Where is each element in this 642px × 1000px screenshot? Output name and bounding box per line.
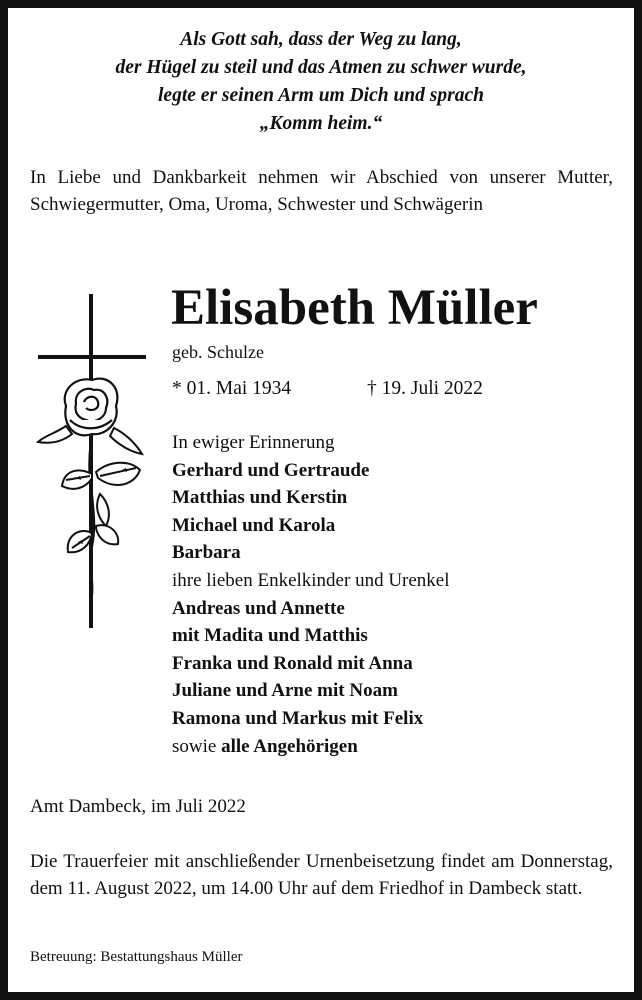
place-date: Amt Dambeck, im Juli 2022 (30, 796, 246, 817)
closing-line (172, 733, 612, 761)
deceased-name: Elisabeth Müller (171, 280, 538, 336)
life-dates (172, 376, 483, 402)
funeral-home-credit: Betreuung: Bestattungshaus Müller (30, 949, 243, 965)
mourner-line: ihre lieben Enkelkinder und Urenkel (172, 569, 450, 591)
mourner-line: mit Madita und Matthis (172, 625, 368, 647)
poem-line: der Hügel zu steil und das Atmen zu schwer wurde, (115, 57, 527, 78)
closing-prefix: sowie (172, 735, 222, 757)
poem (8, 26, 634, 138)
intro-text: In Liebe und Dankbarkeit nehmen wir Abschied von unserer Mutter, Schwiegermutter, Oma, Uroma, Schwester und Schwägerin (30, 167, 613, 215)
mourner-line: Juliane und Arne mit Noam (172, 680, 398, 702)
birth-date: * 01. Mai 1934 (172, 378, 292, 399)
mourner-line: Barbara (172, 542, 241, 564)
obituary-notice (8, 8, 634, 992)
poem-line: „Komm heim.“ (259, 113, 383, 134)
mourner-line: Matthias und Kerstin (172, 487, 348, 509)
mourner-line: Gerhard und Gertraude (172, 459, 370, 481)
poem-line: legte er seinen Arm um Dich und sprach (158, 85, 484, 106)
funeral-notice: Die Trauerfeier mit anschließender Urnenbeisetzung findet am Donnerstag, dem 11. August 2022, um 14.00 Uhr auf dem Friedhof in Dambeck statt. (30, 851, 613, 899)
mourner-line: Ramona und Markus mit Felix (172, 707, 424, 729)
maiden-name: geb. Schulze (172, 342, 264, 362)
mourners-list (172, 429, 612, 760)
mourner-line: In ewiger Erinnerung (172, 432, 335, 453)
death-date: † 19. Juli 2022 (367, 378, 483, 399)
mourner-line: Andreas und Annette (172, 597, 345, 619)
closing-relatives: alle Angehörigen (221, 735, 358, 757)
poem-line: Als Gott sah, dass der Weg zu lang, (180, 29, 462, 50)
cross-with-rose-icon (36, 294, 148, 634)
mourner-line: Franka und Ronald mit Anna (172, 652, 413, 674)
mourner-line: Michael und Karola (172, 514, 336, 536)
